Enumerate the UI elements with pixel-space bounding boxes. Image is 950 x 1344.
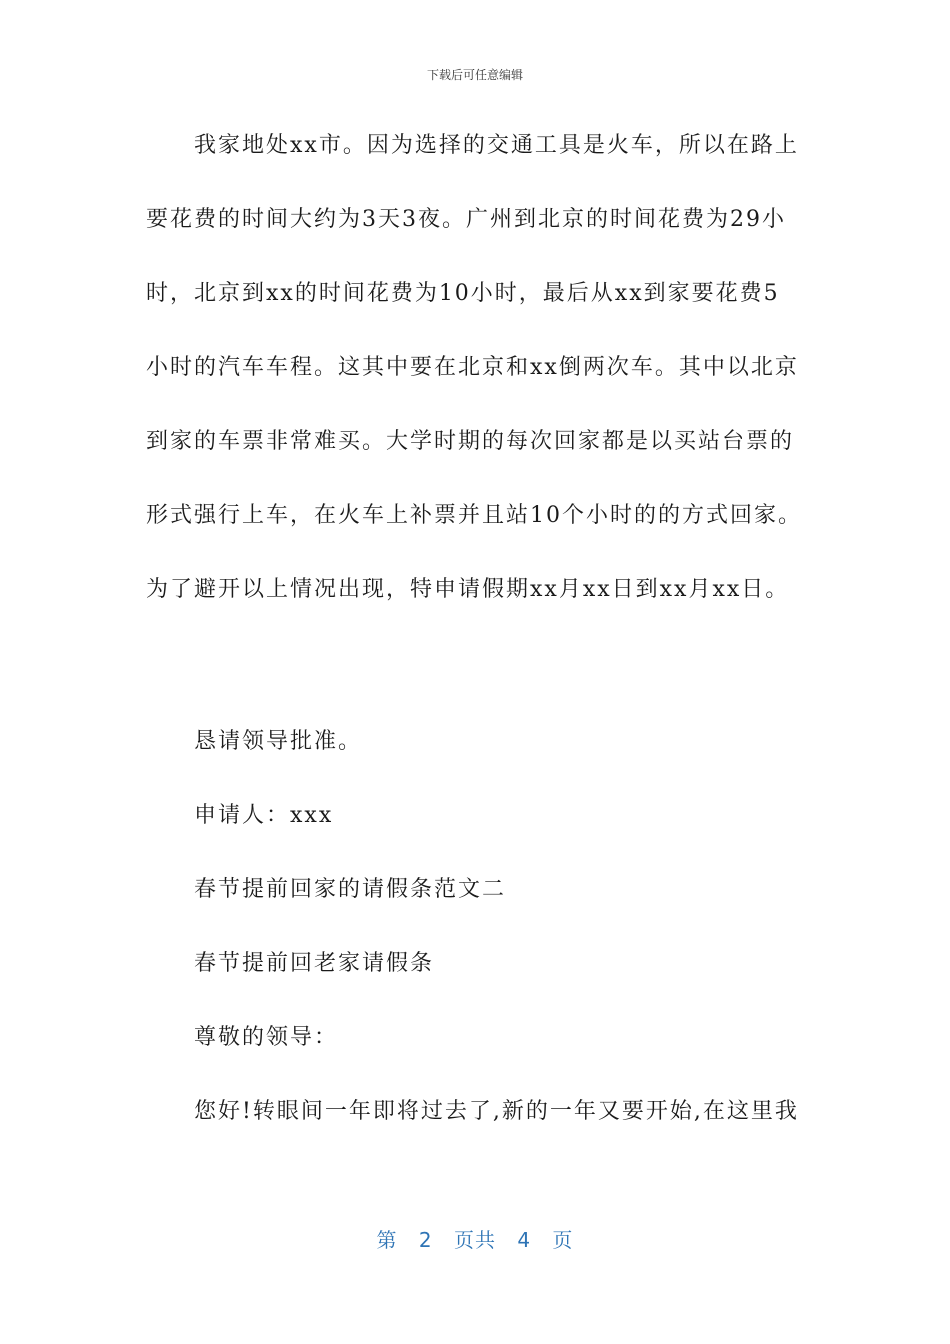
paragraph-line: 时，北京到xx的时间花费为10小时，最后从xx到家要花费5	[146, 281, 780, 306]
paragraph-line: 小时的汽车车程。这其中要在北京和xx倒两次车。其中以北京	[146, 355, 799, 380]
body-paragraph	[146, 120, 808, 638]
greeting-line: 您好!转眼间一年即将过去了,新的一年又要开始,在这里我	[194, 1099, 799, 1124]
paragraph-line: 到家的车票非常难买。大学时期的每次回家都是以买站台票的	[146, 429, 795, 454]
letter-body	[194, 716, 814, 1160]
sample-title: 春节提前回家的请假条范文二	[194, 877, 507, 902]
page-header: 下载后可任意编辑	[426, 68, 523, 82]
paragraph-line: 为了避开以上情况出现，特申请假期xx月xx日到xx月xx日。	[146, 577, 790, 602]
page-number-footer: 第 2 页共 4 页	[376, 1228, 574, 1252]
paragraph-line: 我家地处xx市。因为选择的交通工具是火车，所以在路上	[194, 133, 799, 158]
paragraph-line: 形式强行上车，在火车上补票并且站10个小时的的方式回家。	[146, 503, 802, 528]
salutation: 尊敬的领导：	[194, 1025, 339, 1050]
paragraph-line: 要花费的时间大约为3天3夜。广州到北京的时间花费为29小	[146, 207, 786, 232]
applicant-line: 申请人：xxx	[194, 803, 334, 828]
approval-request: 恳请领导批准。	[194, 729, 363, 754]
note-title: 春节提前回老家请假条	[194, 951, 435, 976]
